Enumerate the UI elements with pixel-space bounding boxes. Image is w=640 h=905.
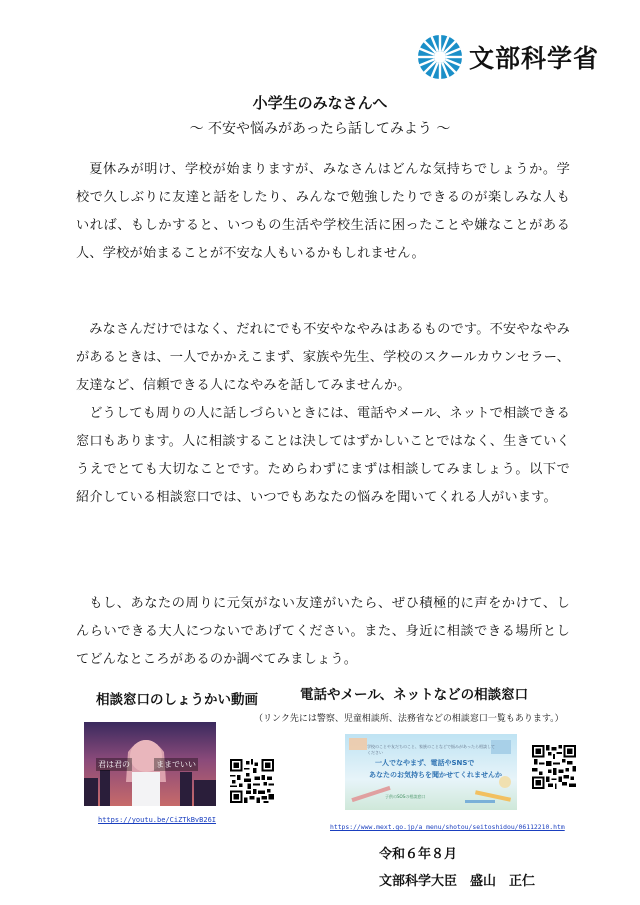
video-section-heading: 相談窓口のしょうかい動画 [96, 692, 258, 708]
banner-headline-1: 一人でなやまず、電話やSNSで [375, 759, 475, 767]
video-thumbnail[interactable] [84, 722, 216, 806]
page-title: 小学生のみなさんへ [252, 94, 388, 112]
org-name: 文部科学省 [469, 44, 600, 73]
page-subtitle: ～ 不安や悩みがあったら話してみよう ～ [189, 121, 451, 137]
body-paragraph-4 [76, 590, 570, 674]
issue-date: 令和６年８月 [379, 847, 458, 862]
paragraph-text: みなさんだけではなく、だれにでも不安やなやみはあるものです。不安やなやみがあるときは、一人でかかえこまず、家族や先生、学校のスクールカウンセラー、友達など、信頼できる人になやみを話してみませんか。 [76, 322, 570, 393]
consult-link[interactable]: https://www.mext.go.jp/a_menu/shotou/seitoshidou/06112210.htm [330, 823, 565, 831]
body-paragraph-2 [76, 316, 570, 512]
video-caption-right: ままでいい [156, 760, 196, 769]
banner-footer: 子供のSOSの相談窓口 [385, 794, 426, 799]
qr-code-icon [532, 745, 576, 789]
paragraph-text: もし、あなたの周りに元気がない友達がいたら、ぜひ積極的に声をかけて、しんらいできる大人につないであげてください。また、身近に相談できる場所としてどんなところがあるのか調べてみましょう。 [76, 596, 570, 667]
consult-banner[interactable] [345, 734, 517, 810]
video-caption-left: 君は君の [98, 760, 130, 769]
signer-name: 文部科学大臣 盛山 正仁 [379, 874, 536, 889]
consult-section-heading: 電話やメール、ネットなどの相談窓口 [300, 687, 529, 703]
mext-emblem-icon [417, 34, 463, 80]
paragraph-text: どうしても周りの人に話しづらいときには、電話やメール、ネットで相談できる窓口もあります。人に相談することは決してはずかしいことではなく、生きていくうえでとても大切なことです。ためらわずにまずは相談してみましょう。以下で紹介している相談窓口では、いつでもあなたの悩みを聞いてくれる人がいます。 [76, 406, 571, 505]
banner-headline-2: あなたのお気持ちを聞かせてくれませんか [369, 771, 502, 779]
paragraph-text: 夏休みが明け、学校が始まりますが、みなさんはどんな気持ちでしょうか。学校で久しぶりに友達と話をしたり、みんなで勉強したりできるのが楽しみな人もいれば、もしかすると、いつもの生活や学校生活に困ったことや嫌なことがある人、学校が始まることが不安な人もいるかもしれません。 [76, 162, 570, 261]
qr-code-icon [230, 759, 274, 803]
consult-note: （リンク先には警察、児童相談所、法務省などの相談窓口一覧もあります。） [254, 714, 564, 724]
mext-logo [417, 34, 617, 80]
body-paragraph-1 [76, 156, 570, 268]
banner-small-text: 学校のことや友だちのこと、家族のことなどで悩みがあったら相談してください [367, 744, 495, 755]
video-link[interactable]: https://youtu.be/CiZTkBvB26I [98, 816, 217, 824]
